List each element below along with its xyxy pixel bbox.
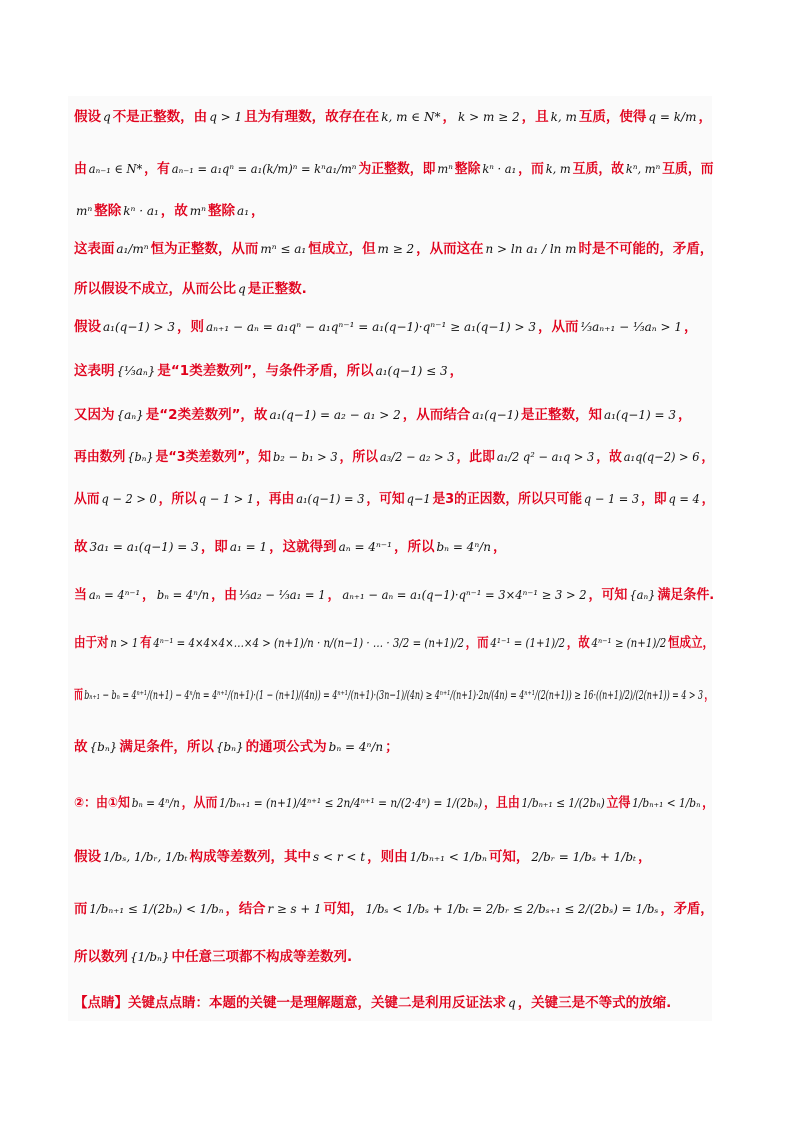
text-run: 而 (74, 687, 83, 703)
text-run: 恒为正整数，从而 (150, 241, 259, 257)
math-expression: bₙ = 4ⁿ/n (328, 740, 384, 754)
text-run: 这表面 (74, 241, 115, 257)
math-expression: kⁿ · a₁ (482, 162, 517, 176)
text-run: ， (683, 319, 698, 335)
math-expression: bₙ = 4ⁿ/n (156, 588, 210, 602)
text-run: ， (701, 491, 715, 507)
text-line (74, 108, 714, 126)
text-run: ， (442, 109, 456, 125)
math-expression: k, m (545, 162, 571, 176)
text-line (74, 994, 714, 1012)
text-line (74, 794, 715, 812)
text-run: 时是不可能的，矛盾， (578, 241, 714, 257)
math-expression: a₁(q−1) = 3 (603, 408, 676, 422)
text-line (74, 240, 713, 258)
text-line (74, 634, 714, 652)
text-run: ； (385, 739, 399, 755)
text-line (74, 160, 714, 178)
text-run: ， (251, 203, 265, 219)
math-expression: 1/bₛ < 1/bₛ + 1/bₜ = 2/bᵣ ≤ 2/bₛ₊₁ ≤ 2/(2bₛ) = 1/bₛ (365, 902, 659, 916)
text-run: 立得 (606, 795, 631, 811)
math-expression: ⅓a₂ − ⅓a₁ = 1 (238, 588, 326, 602)
text-run: ，由 (211, 587, 238, 603)
math-expression: {1/bₙ} (130, 950, 170, 964)
text-line (74, 686, 714, 704)
text-run: ，而 (518, 161, 544, 177)
math-expression: 4ⁿ⁻¹ ≥ (n+1)/2 (591, 636, 667, 650)
text-run: 故 (74, 739, 88, 755)
text-run: ，从而 (538, 319, 579, 335)
math-expression: a₁/2 q² − a₁q > 3 (496, 450, 595, 464)
text-run: ，故 (596, 449, 622, 465)
text-run: 互质，使得 (578, 109, 647, 125)
math-expression: 1/bₙ₊₁ < 1/bₙ (632, 796, 701, 810)
text-run: 整除 (454, 161, 481, 177)
math-expression: {⅓aₙ} (116, 364, 156, 378)
math-expression: 1/bₙ₊₁ = (n+1)/4ⁿ⁺¹ ≤ 2n/4ⁿ⁺¹ = n/(2·4ⁿ) = 1/(2bₙ) (219, 796, 483, 810)
math-expression: kⁿ, mⁿ (625, 162, 661, 176)
math-expression: q = k/m (648, 110, 697, 124)
math-expression: mⁿ ≤ a₁ (260, 242, 307, 256)
text-run: 整除 (208, 203, 236, 219)
text-run: ，从而这在 (416, 241, 484, 257)
math-expression: mⁿ (76, 204, 93, 218)
math-expression: bₙ = 4ⁿ/n (131, 796, 180, 810)
math-expression: 1/bₙ₊₁ < 1/bₙ (409, 850, 487, 864)
text-run: 是3的正因数，所以只可能 (432, 491, 583, 507)
text-run: 而 (74, 901, 88, 917)
math-expression: 3a₁ = a₁(q−1) = 3 (89, 540, 199, 554)
math-expression: r ≥ s + 1 (267, 902, 322, 916)
math-expression: {bₙ} (215, 740, 244, 754)
math-expression: q (103, 110, 111, 124)
text-run: 互质，故 (572, 161, 625, 177)
math-expression: 1/bₙ₊₁ ≤ 1/(2bₙ) < 1/bₙ (89, 902, 224, 916)
text-run: 由 (74, 161, 87, 177)
math-expression: mⁿ (189, 204, 207, 218)
text-run: 所以数列 (74, 949, 128, 965)
text-run: ，从而结合 (402, 407, 471, 423)
text-run: 是“3类差数列”，知 (155, 449, 272, 465)
text-run: ，则 (177, 319, 205, 335)
text-run: ， (704, 687, 714, 703)
text-run: ，即 (641, 491, 667, 507)
text-run: 互质，而 (662, 161, 714, 177)
text-run: ，再由 (255, 491, 295, 507)
text-run: ， (702, 795, 715, 811)
math-expression: aₙ = 4ⁿ⁻¹ (88, 588, 141, 602)
text-run: 假设 (74, 109, 101, 125)
text-run: ，所以 (393, 539, 435, 555)
math-expression: bₙ = 4ⁿ/n (436, 540, 491, 554)
text-run: 可知， (488, 849, 530, 865)
text-run: ，关键三是不等式的放缩. (517, 995, 672, 1011)
text-run: ，所以 (158, 491, 197, 507)
math-expression: {aₙ} (629, 588, 656, 602)
content-panel (68, 96, 715, 1021)
text-run: 恒成立， (667, 635, 714, 651)
text-run: 恒成立，但 (308, 241, 376, 257)
math-expression: {aₙ} (116, 408, 144, 422)
text-line (74, 318, 714, 336)
math-expression: a₁(q−1) = a₂ − a₁ > 2 (269, 408, 401, 422)
text-run: 是正整数，知 (520, 407, 602, 423)
math-expression: ⅓aₙ₊₁ − ⅓aₙ > 1 (580, 320, 682, 334)
math-expression: q − 2 > 0 (101, 492, 157, 506)
text-run: 为正整数，即 (358, 161, 436, 177)
math-expression: q > 1 (209, 110, 243, 124)
text-run: 是“1类差数列”，与条件矛盾，所以 (157, 363, 374, 379)
math-expression: a₁/mⁿ (116, 242, 149, 256)
math-expression: 2/bᵣ = 1/bₛ + 1/bₜ (531, 850, 637, 864)
text-run: 构成等差数列，其中 (189, 849, 312, 865)
text-line (74, 202, 714, 220)
text-run: 这表明 (74, 363, 115, 379)
text-run: 假设 (74, 849, 101, 865)
math-expression: a₁(q−1) = 3 (296, 492, 365, 506)
math-expression: 1/bₛ, 1/bᵣ, 1/bₜ (103, 850, 188, 864)
text-run: ，所以 (339, 449, 378, 465)
text-run: ，故 (160, 203, 188, 219)
text-line (74, 848, 714, 866)
math-expression: aₙ₊₁ − aₙ = a₁(q−1)·qⁿ⁻¹ = 3×4ⁿ⁻¹ ≥ 3 > 2 (342, 588, 587, 602)
text-run: ，则由 (367, 849, 408, 865)
text-line (74, 586, 715, 604)
math-expression: a₁(q−1) (472, 408, 519, 422)
math-expression: k, m ∈ N* (381, 110, 441, 124)
math-expression: a₁(q−1) > 3 (103, 320, 176, 334)
text-line (74, 280, 714, 298)
text-run: ， (698, 109, 712, 125)
math-expression: n > 1 (110, 636, 139, 650)
math-expression: a₃/2 − a₂ > 3 (379, 450, 455, 464)
text-line (74, 362, 714, 380)
math-expression: a₁q(q−2) > 6 (623, 450, 700, 464)
text-run: ，故 (566, 635, 590, 651)
text-run: 当 (74, 587, 87, 603)
text-run: 由于对 (74, 635, 109, 651)
math-expression: aₙ₋₁ = a₁qⁿ = a₁(k/m)ⁿ = kⁿa₁/mⁿ (171, 162, 357, 176)
math-expression: s < r < t (313, 850, 366, 864)
math-expression: q = 4 (668, 492, 700, 506)
math-expression: a₁ (237, 204, 250, 218)
text-line (74, 538, 714, 556)
math-expression: n > ln a₁ / ln m (485, 242, 577, 256)
math-expression: 1/bₙ₊₁ ≤ 1/(2bₙ) (521, 796, 605, 810)
text-run: 故 (74, 539, 88, 555)
text-run: 再由数列 (74, 449, 126, 465)
text-line (74, 948, 714, 966)
text-run: ，即 (200, 539, 228, 555)
math-expression: mⁿ (437, 162, 453, 176)
text-run: ，而 (465, 635, 489, 651)
math-expression: q (508, 996, 516, 1010)
text-run: 又因为 (74, 407, 115, 423)
text-run: ，矛盾， (660, 901, 714, 917)
text-run: ，从而 (181, 795, 218, 811)
math-expression: a₁(q−1) ≤ 3 (375, 364, 448, 378)
math-expression: m ≥ 2 (377, 242, 415, 256)
text-run: ， (142, 587, 155, 603)
text-run: 从而 (74, 491, 100, 507)
math-expression: a₁ = 1 (229, 540, 268, 554)
math-expression: k > m ≥ 2 (457, 110, 520, 124)
text-run: ，可知 (366, 491, 405, 507)
math-expression: k, m (550, 110, 577, 124)
math-expression: q (238, 282, 246, 296)
text-line (74, 900, 714, 918)
text-run: 的通项公式为 (245, 739, 327, 755)
text-line (74, 448, 715, 466)
text-run: 整除 (94, 203, 122, 219)
text-run: ，结合 (225, 901, 266, 917)
text-run: 是正整数. (247, 281, 307, 297)
text-line (74, 406, 714, 424)
math-expression: aₙ = 4ⁿ⁻¹ (338, 540, 392, 554)
math-expression: 4ⁿ⁻¹ = 4×4×4×…×4 > (n+1)/n · n/(n−1) · … · 3/2 = (n+1)/2 (153, 636, 464, 650)
text-run: ， (638, 849, 652, 865)
text-line (74, 738, 714, 756)
text-run: ②：由①知 (74, 795, 130, 811)
text-run: ，可知 (588, 587, 628, 603)
text-run: ，且 (521, 109, 549, 125)
text-run: ，有 (144, 161, 170, 177)
text-run: ，且由 (483, 795, 520, 811)
text-run: 假设 (74, 319, 101, 335)
text-run: ，这就得到 (269, 539, 337, 555)
text-line (74, 490, 715, 508)
math-expression: q − 1 > 1 (198, 492, 255, 506)
math-expression: {bₙ} (89, 740, 118, 754)
text-run: ， (701, 449, 715, 465)
text-run: 【点睛】关键点点睛：本题的关键一是理解题意，关键二是利用反证法求 (74, 995, 506, 1011)
text-run: 所以假设不成立，从而公比 (74, 281, 236, 297)
math-expression: {bₙ} (127, 450, 154, 464)
math-expression: aₙ₊₁ − aₙ = a₁qⁿ − a₁qⁿ⁻¹ = a₁(q−1)·qⁿ⁻¹ ≥ a₁(q−1) > 3 (206, 320, 537, 334)
text-run: 且为有理数，故存在在 (244, 109, 380, 125)
text-run: 中任意三项都不构成等差数列. (171, 949, 353, 965)
text-run: ， (327, 587, 341, 603)
text-run: ， (449, 363, 464, 379)
math-expression: bₙ₊₁ − bₙ = 4ⁿ⁺¹/(n+1) − 4ⁿ/n = 4ⁿ⁺¹/(n+1)·(1 − (n+1)/(4n)) = 4ⁿ⁺¹/(n+1)·(3n−1)/(4n) ≥ 4ⁿ⁺¹/(n+1)·2n/(4n) = 4ⁿ⁺¹/(2(n+1)) ≥ 16·((n+1)/2)/(2(n+1)) = 4 > 3 (84, 688, 704, 702)
math-expression: kⁿ · a₁ (123, 204, 159, 218)
text-run: 满足条件，所以 (119, 739, 214, 755)
text-run: 可知， (323, 901, 364, 917)
text-run: 不是正整数，由 (112, 109, 208, 125)
math-expression: 4¹⁻¹ = (1+1)/2 (490, 636, 566, 650)
math-expression: q − 1 = 3 (583, 492, 640, 506)
math-expression: b₂ − b₁ > 3 (272, 450, 338, 464)
text-run: 满足条件. (657, 587, 715, 603)
math-expression: q−1 (406, 492, 431, 506)
text-run: ， (492, 539, 507, 555)
text-run: 有 (140, 635, 152, 651)
math-expression: aₙ₋₁ ∈ N* (88, 162, 143, 176)
text-run: 是“2类差数列”，故 (145, 407, 268, 423)
text-run: ，此即 (456, 449, 495, 465)
text-run: ， (678, 407, 692, 423)
